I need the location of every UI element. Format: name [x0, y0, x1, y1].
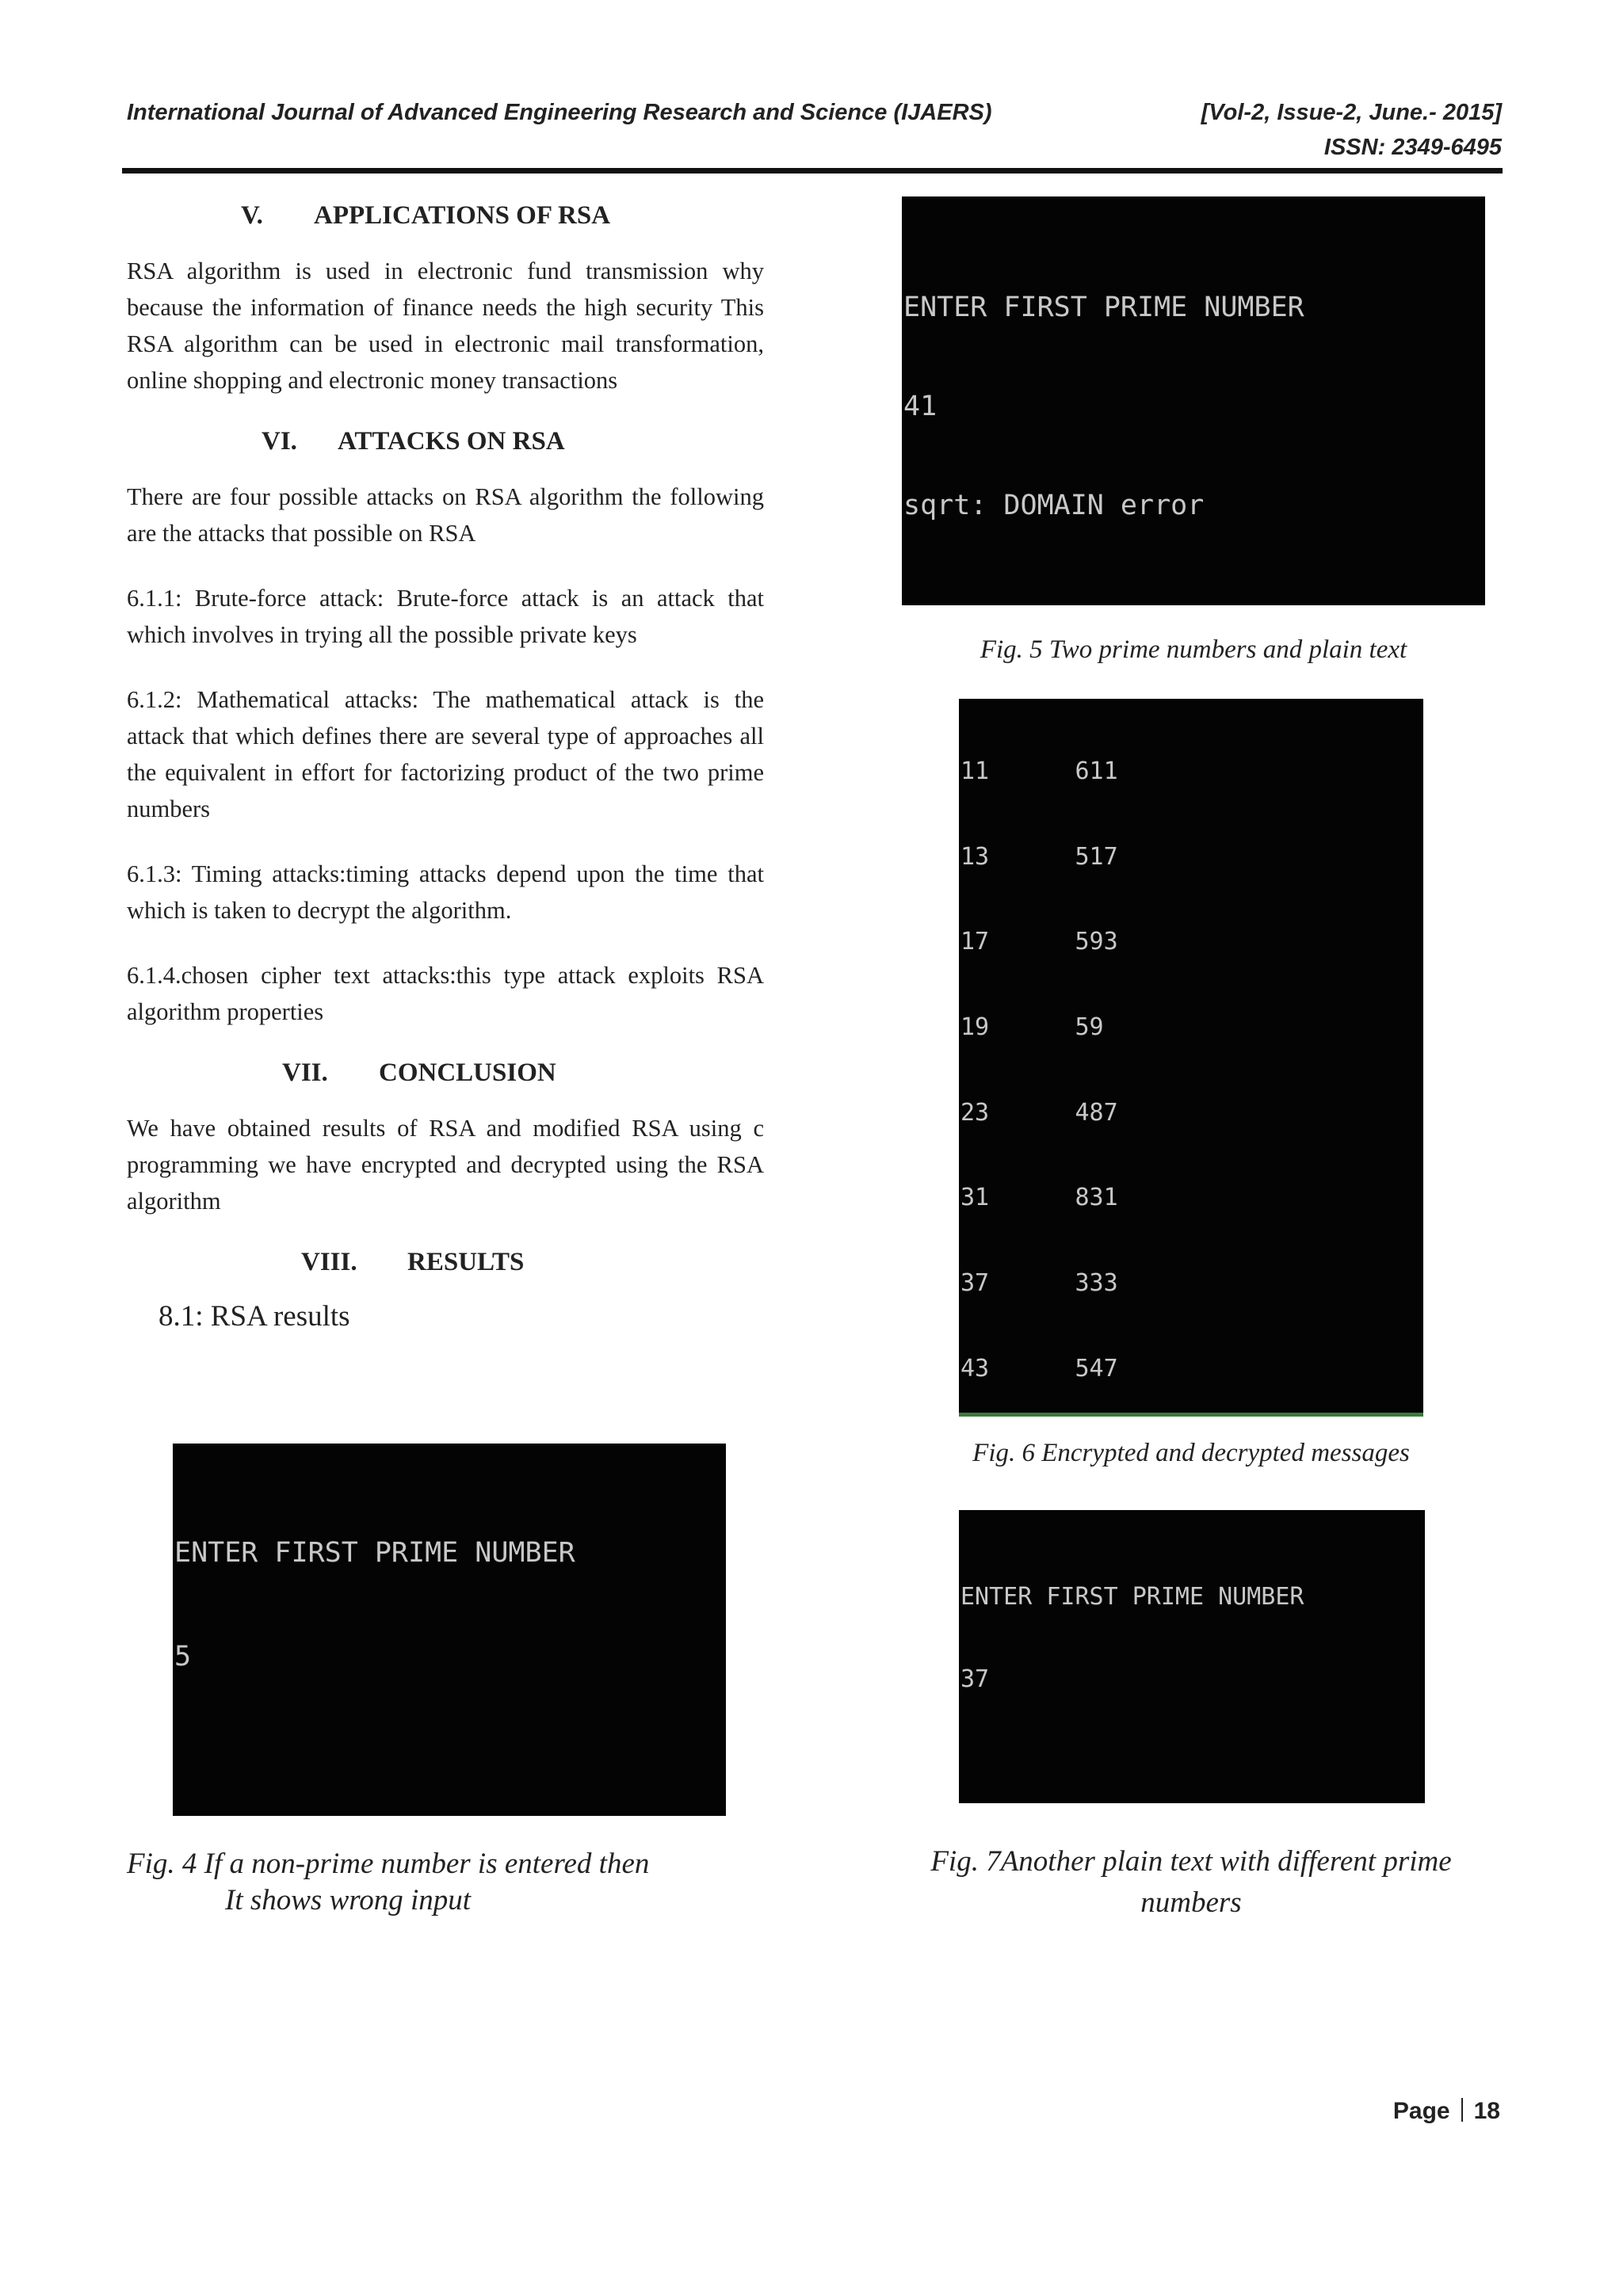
terminal-line [903, 589, 1485, 605]
section-heading-results [301, 1248, 764, 1277]
volume-info: [Vol-2, Issue-2, June.- 2015] [1201, 100, 1502, 125]
section-heading-attacks [262, 427, 764, 456]
terminal-line: ENTER FIRST PRIME NUMBER [960, 1583, 1304, 1611]
attacks-intro-paragraph: There are four possible attacks on RSA algorithm the following are the attacks that possible on RSA [127, 483, 764, 547]
attack-brute-force: 6.1.1: Brute-force attack: Brute-force attack is an attack that which involves in trying all the possible private keys [127, 585, 764, 648]
section-number: VI. [262, 427, 297, 456]
terminal-line: ENTER FIRST PRIME NUMBER [174, 1537, 575, 1569]
terminal-line: 31 831 [960, 1184, 1118, 1212]
terminal-line: 17 593 [960, 928, 1118, 956]
fig6-caption: Fig. 6 Encrypted and decrypted messages [972, 1439, 1410, 1467]
attack-chosen-ciphertext: 6.1.4.chosen cipher text attacks:this type attack exploits RSA algorithm properties [127, 962, 764, 1025]
section-title: RESULTS [407, 1248, 525, 1276]
terminal-line: 19 59 [960, 1013, 1104, 1041]
page-footer [1393, 2098, 1500, 2125]
section-title: ATTACKS ON RSA [338, 427, 565, 456]
terminal-line: 37 333 [960, 1269, 1118, 1298]
terminal-line: 37 [960, 1665, 990, 1693]
terminal-line: sqrt: DOMAIN error [903, 490, 1205, 522]
section-number: V. [241, 201, 263, 230]
issn: ISSN: 2349-6495 [1323, 135, 1502, 160]
fig4-caption-line2: It shows wrong input [225, 1884, 472, 1917]
section-title: APPLICATIONS OF RSA [314, 201, 611, 230]
section-number: VII. [282, 1058, 328, 1087]
fig4-caption [127, 1846, 649, 1919]
journal-title: International Journal of Advanced Engineering Research and Science (IJAERS) [127, 100, 992, 125]
terminal-line: 41 [903, 390, 938, 422]
section-title: CONCLUSION [379, 1058, 556, 1087]
fig4-caption-line1: Fig. 4 If a non-prime number is entered then [127, 1848, 650, 1880]
fig7-caption-line2: numbers [1140, 1886, 1242, 1919]
section-number: VIII. [301, 1248, 357, 1276]
fig7-terminal-screenshot [959, 1510, 1425, 1803]
fig6-terminal-screenshot [959, 699, 1423, 1417]
terminal-line: ENTER FIRST PRIME NUMBER [903, 291, 1304, 323]
terminal-line [174, 1743, 726, 1778]
section-heading-conclusion [282, 1058, 764, 1088]
attack-mathematical: 6.1.2: Mathematical attacks: The mathematical attack is the attack that which defines there are several type of approaches all the equivalent in effort for factorizing product of the two prime numbers [127, 686, 764, 822]
conclusion-paragraph: We have obtained results of RSA and modified RSA using c programming we have encrypted and decrypted using the RSA algorithm [127, 1115, 764, 1215]
terminal-line: 13 517 [960, 842, 1118, 871]
terminal-line [960, 1749, 1425, 1776]
fig4-terminal-screenshot [173, 1444, 726, 1816]
subsection-rsa-results: 8.1: RSA results [158, 1300, 350, 1333]
fig7-caption-line1: Fig. 7Another plain text with different prime [930, 1845, 1452, 1878]
attack-timing: 6.1.3: Timing attacks:timing attacks depend upon the time that which is taken to decrypt the algorithm. [127, 860, 764, 924]
fig5-caption: Fig. 5 Two prime numbers and plain text [980, 635, 1407, 664]
terminal-line: 43 547 [960, 1354, 1118, 1383]
page-divider [1461, 2098, 1463, 2122]
left-column [127, 190, 764, 1365]
fig7-caption [872, 1841, 1510, 1924]
terminal-line: 23 487 [960, 1098, 1118, 1127]
section-heading-applications [241, 201, 764, 231]
page-number: 18 [1473, 2098, 1500, 2124]
terminal-line: 11 611 [960, 757, 1118, 785]
header-rule [122, 168, 1503, 174]
terminal-line: 5 [174, 1640, 192, 1672]
applications-paragraph: RSA algorithm is used in electronic fund transmission why because the information of finance needs the high security This RSA algorithm can be used in electronic mail transformation, online shopping and electronic money transactions [127, 257, 764, 394]
page-label: Page [1392, 2098, 1450, 2124]
fig5-terminal-screenshot [902, 196, 1485, 605]
